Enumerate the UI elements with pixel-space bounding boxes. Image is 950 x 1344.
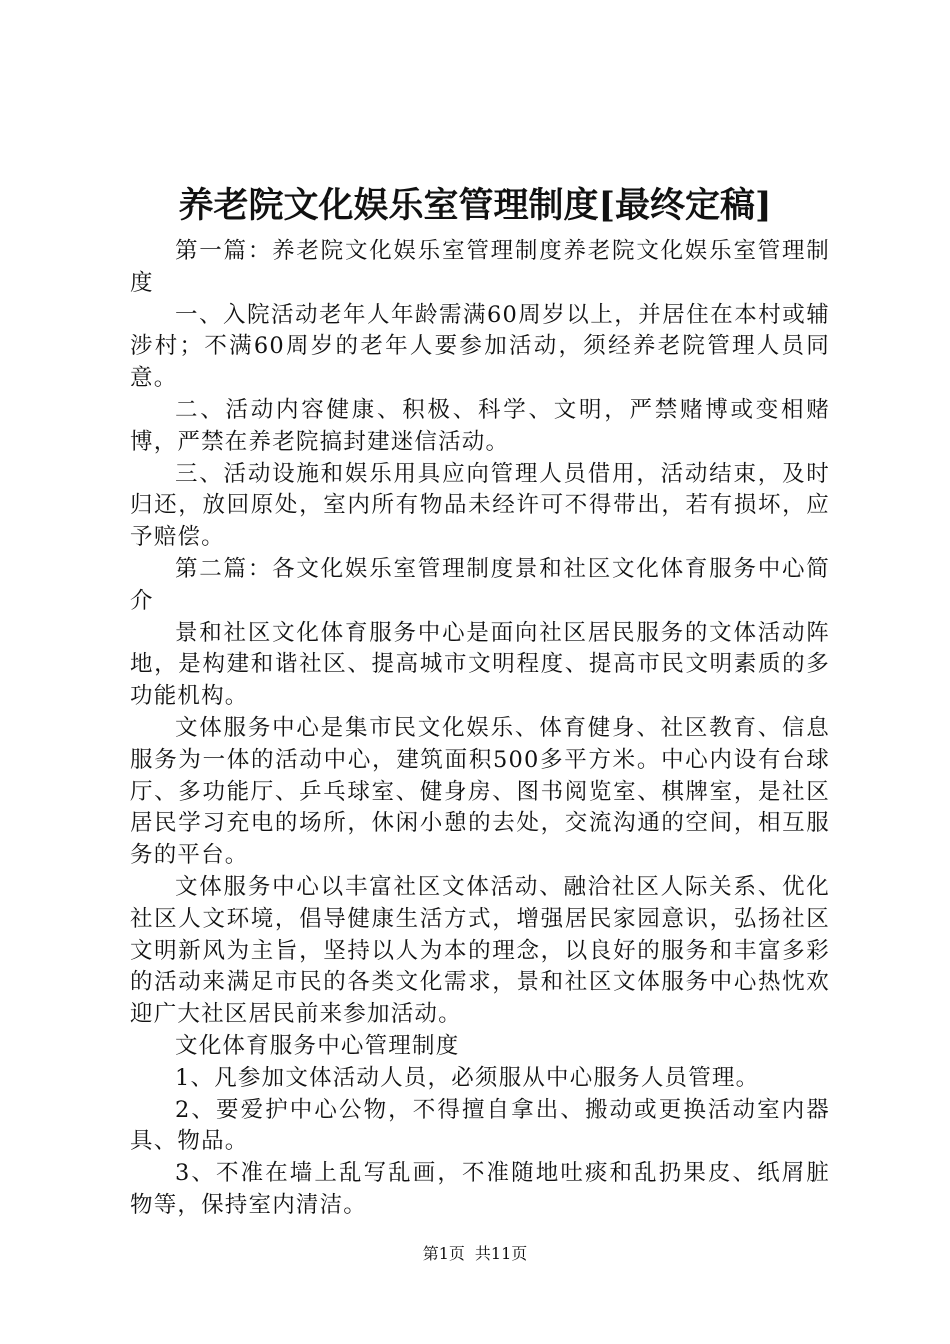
paragraph-rule-2: 二、活动内容健康、积极、科学、文明，严禁赌博或变相赌博，严禁在养老院搞封建迷信活动。 [130, 396, 830, 455]
paragraph-rule-3: 三、活动设施和娱乐用具应向管理人员借用，活动结束，及时归还，放回原处，室内所有物品未经许可不得带出，若有损坏，应予赔偿。 [130, 460, 830, 551]
paragraph-rule-1: 一、入院活动老年人年龄需满60周岁以上，并居住在本村或辅涉村；不满60周岁的老年人要参加活动，须经养老院管理人员同意。 [130, 301, 830, 392]
page-footer [0, 1243, 950, 1265]
page-number: 第1页 [422, 1244, 465, 1263]
paragraph-section-heading: 文化体育服务中心管理制度 [175, 1032, 460, 1059]
paragraph-item-3: 3、不准在墙上乱写乱画，不准随地吐痰和乱扔果皮、纸屑脏物等，保持室内清洁。 [130, 1160, 830, 1218]
document-title: 养老院文化娱乐室管理制度[最终定稿] [178, 185, 772, 226]
paragraph-item-1: 1、凡参加文体活动人员，必须服从中心服务人员管理。 [175, 1064, 760, 1091]
paragraph-part2-heading: 第二篇：各文化娱乐室管理制度景和社区文化体育服务中心简介 [130, 555, 830, 614]
paragraph-part1-heading: 第一篇：养老院文化娱乐室管理制度养老院文化娱乐室管理制度 [130, 238, 830, 296]
page-total: 共11页 [474, 1244, 528, 1263]
paragraph-intro-2: 文体服务中心是集市民文化娱乐、体育健身、社区教育、信息服务为一体的活动中心，建筑面积500多平方米。中心内设有台球厅、多功能厅、乒乓球室、健身房、图书阅览室、棋牌室，是社区居民学习充电的场所，休闲小憩的去处，交流沟通的空间，相互服务的平台。 [130, 714, 830, 869]
document-body [130, 236, 830, 1222]
paragraph-intro-1: 景和社区文化体育服务中心是面向社区居民服务的文体活动阵地，是构建和谐社区、提高城市文明程度、提高市民文明素质的多功能机构。 [130, 619, 830, 710]
paragraph-intro-3: 文体服务中心以丰富社区文体活动、融洽社区人际关系、优化社区人文环境，倡导健康生活方式，增强居民家园意识，弘扬社区文明新风为主旨，坚持以人为本的理念，以良好的服务和丰富多彩的活动来满足市民的各类文化需求，景和社区文体服务中心热忱欢迎广大社区居民前来参加活动。 [130, 873, 830, 1028]
paragraph-item-2: 2、要爱护中心公物，不得擅自拿出、搬动或更换活动室内器具、物品。 [130, 1096, 830, 1155]
